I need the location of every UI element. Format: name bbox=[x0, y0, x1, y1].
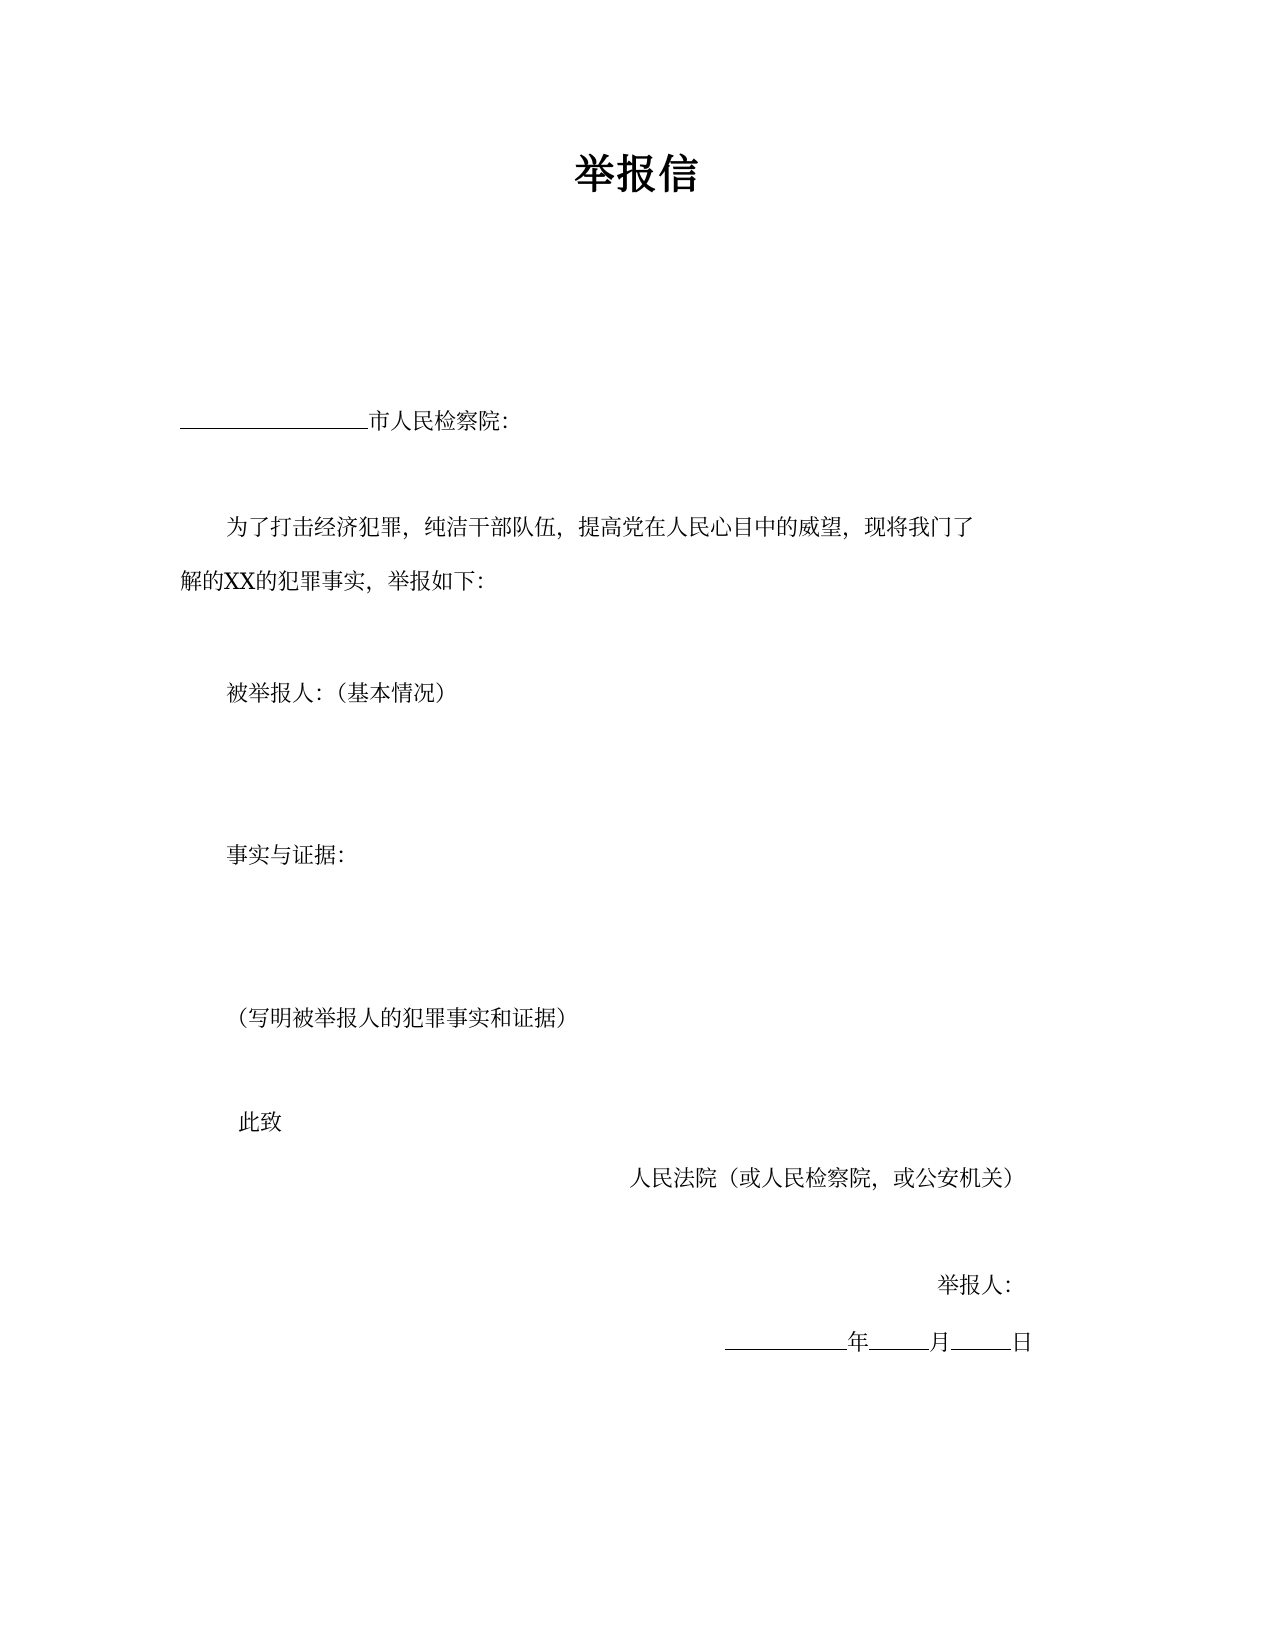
month-blank bbox=[869, 1327, 929, 1350]
accused-label: 被举报人：（基本情况） bbox=[226, 682, 458, 707]
day-blank bbox=[951, 1327, 1011, 1350]
document-title: 举报信 bbox=[574, 152, 701, 198]
city-blank bbox=[180, 406, 368, 429]
intro-line-2: 解的XX的犯罪事实，举报如下： bbox=[180, 570, 498, 595]
year-blank bbox=[725, 1327, 847, 1350]
year-label: 年 bbox=[846, 1331, 869, 1356]
recipient-line bbox=[180, 406, 522, 437]
recipient-suffix: 市人民检察院： bbox=[368, 410, 523, 435]
closing-salutation: 此致 bbox=[238, 1111, 283, 1136]
month-label: 月 bbox=[928, 1331, 951, 1356]
reporter-label: 举报人： bbox=[936, 1274, 1025, 1299]
intro-line-1: 为了打击经济犯罪，纯洁干部队伍，提高党在人民心目中的威望，现将我门了 bbox=[226, 516, 975, 541]
addressee-line: 人民法院（或人民检察院，或公安机关） bbox=[628, 1167, 1025, 1192]
date-line bbox=[640, 1327, 1033, 1358]
day-label: 日 bbox=[1010, 1331, 1033, 1356]
facts-label: 事实与证据： bbox=[226, 844, 359, 869]
facts-note: （写明被举报人的犯罪事实和证据） bbox=[226, 1007, 579, 1032]
